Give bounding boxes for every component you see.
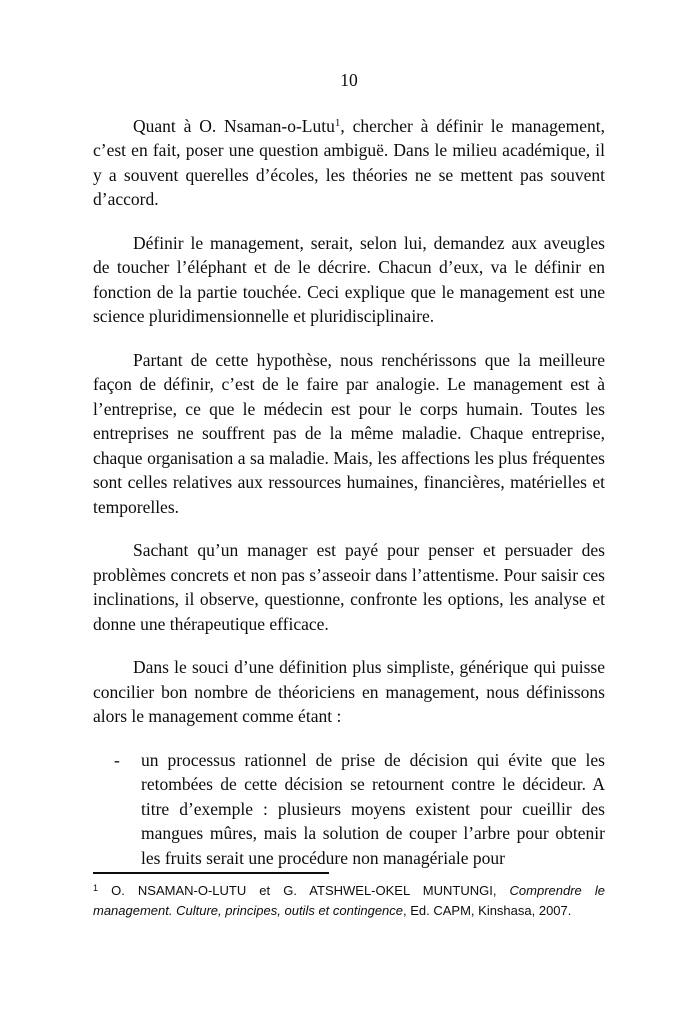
footnote-book-title: Comprendre le management. Culture, principes, outils et contingence xyxy=(93,883,605,918)
footnote-separator-rule xyxy=(93,872,329,874)
list-item-text: un processus rationnel de prise de décision qui évite que les retombées de cette décision se retournent contre le décideur. A titre d’exemple : plusieurs moyens existent pour cueillir des mangues mûres, mais la solution de couper l’arbre pour obtenir les fruits serait une procédure non managériale pour xyxy=(141,749,605,868)
list-dash-marker: - xyxy=(114,749,120,770)
paragraph-sachant-manager: Sachant qu’un manager est payé pour penser et persuader des problèmes concrets et non pas s’asseoir dans l’attentisme. Pour saisir ces inclinations, il observe, questionne, confronte les options, les analyse et donne une thérapeutique efficace. xyxy=(93,540,605,634)
paragraph-text: Quant à O. Nsaman-o-Lutu xyxy=(133,115,335,136)
footnote-citation xyxy=(93,881,605,921)
footnote-authors: O. NSAMAN-O-LUTU et G. ATSHWEL-OKEL MUNTUNGI, xyxy=(111,883,510,898)
paragraph-text: , chercher à définir le management, c’est en fait, poser une question ambiguë. Dans le milieu académique, il y a souvent querelles d’écoles, les théories ne se mettent pas souvent d’accord. xyxy=(93,115,605,209)
footnote-publication-info: , Ed. CAPM, Kinshasa, 2007. xyxy=(403,903,572,918)
paragraph-partant-hypothese: Partant de cette hypothèse, nous renchérissons que la meilleure façon de définir, c’est de le faire par analogie. Le management est à l’entreprise, ce que le médecin est pour le corps humain. Toutes les entreprises ne souffrent pas de la même maladie. Chaque entreprise, chaque organisation a sa maladie. Mais, les affections les plus fréquentes sont celles relatives aux ressources humaines, financières, matérielles et temporelles. xyxy=(93,349,605,517)
footnote-section xyxy=(93,872,605,921)
page-number: 10 xyxy=(340,70,358,90)
list-item-processus-rationnel xyxy=(93,748,605,871)
footnote-marker: 1 xyxy=(93,883,99,893)
paragraph-definir-management: Définir le management, serait, selon lui, demandez aux aveugles de toucher l’éléphant et de le décrire. Chacun d’eux, va le définir en fonction de la partie touchée. Ceci explique que le management est une science pluridimensionnelle et pluridisciplinaire. xyxy=(93,232,605,326)
paragraph-definition-simpliste: Dans le souci d’une définition plus simpliste, générique qui puisse concilier bon nombre de théoriciens en management, nous définissons alors le management comme étant : xyxy=(93,657,605,726)
paragraph-quant-a-nsaman xyxy=(93,114,605,212)
footnote-reference-superscript: 1 xyxy=(334,116,341,129)
